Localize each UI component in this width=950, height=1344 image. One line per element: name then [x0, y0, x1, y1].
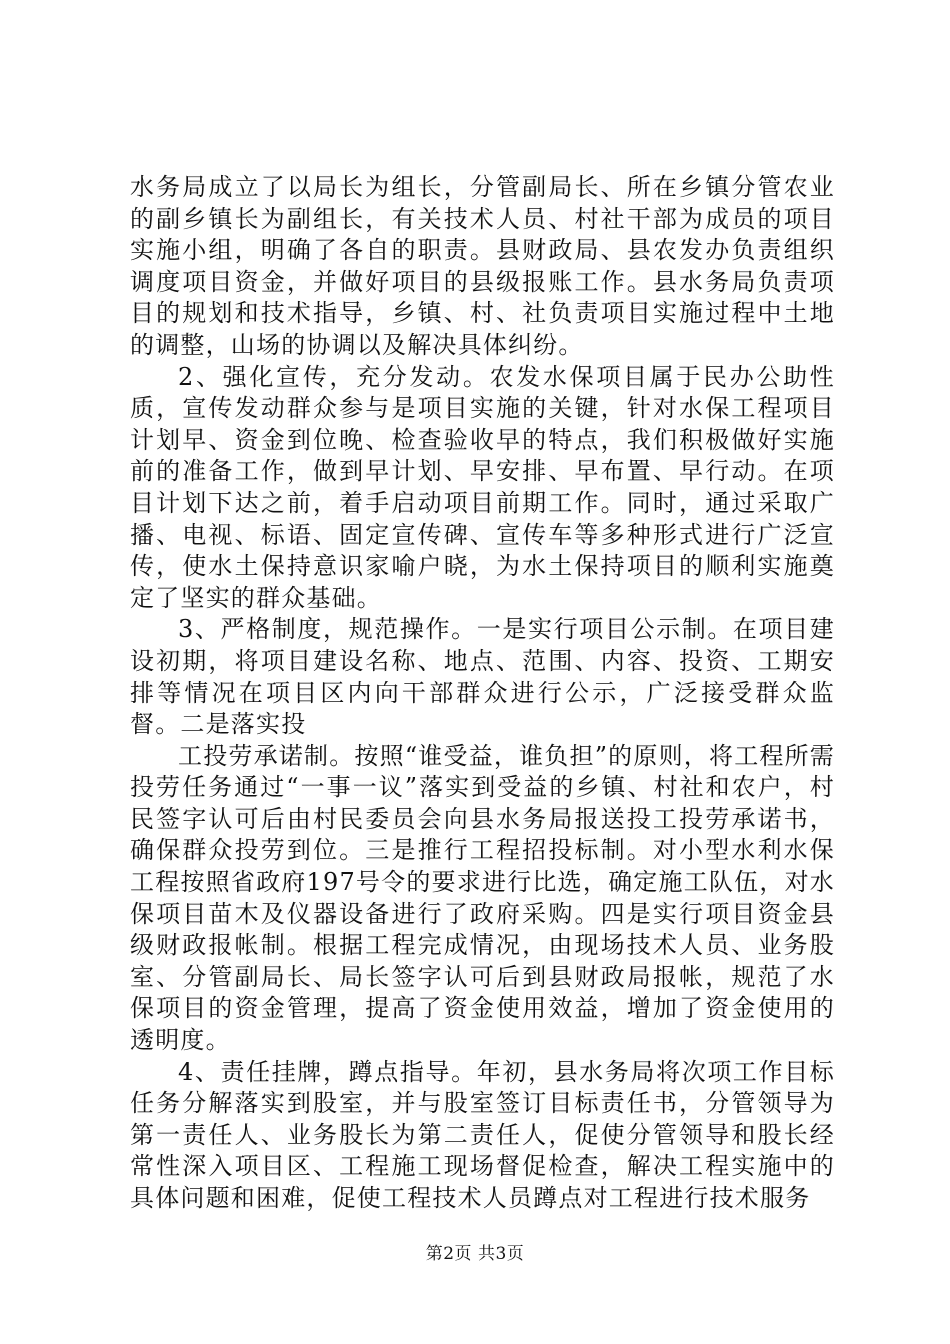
paragraph-project-team: 水务局成立了以局长为组长，分管副局长、所在乡镇分管农业的副乡镇长为副组长，有关技术人员、村社干部为成员的项目实施小组，明确了各自的职责。县财政局、县农发办负责组织调度项目资金，并做好项目的县级报账工作。县水务局负责项目的规划和技术指导，乡镇、村、社负责项目实施过程中土地的调整，山场的协调以及解决具体纠纷。: [130, 173, 835, 359]
document-body: [130, 172, 835, 1215]
paragraph-labor-commitment: 工投劳承诺制。按照“谁受益，谁负担”的原则，将工程所需投劳任务通过“一事一议”落实到受益的乡镇、村社和农户，村民签字认可后由村民委员会向县水务局报送投工投劳承诺书，确保群众投劳到位。三是推行工程招投标制。对小型水利水保工程按照省政府197号令的要求进行比选，确定施工队伍，对水保项目苗木及仪器设备进行了政府采购。四是实行项目资金县级财政报帐制。根据工程完成情况，由现场技术人员、业务股室、分管副局长、局长签字认可后到县财政局报帐，规范了水保项目的资金管理，提高了资金使用效益，增加了资金使用的透明度。: [130, 741, 835, 1055]
paragraph-responsibility: 4、责任挂牌，蹲点指导。年初，县水务局将次项工作目标任务分解落实到股室，并与股室签订目标责任书，分管领导为第一责任人、业务股长为第二责任人，促使分管领导和股长经常性深入项目区、工程施工现场督促检查，解决工程实施中的具体问题和困难，促使工程技术人员蹲点对工程进行技术服务: [130, 1057, 835, 1212]
paragraph-publicity: 2、强化宣传，充分发动。农发水保项目属于民办公助性质，宣传发动群众参与是项目实施的关键，针对水保工程项目计划早、资金到位晚、检查验收早的特点，我们积极做好实施前的准备工作，做到早计划、早安排、早布置、早行动。在项目计划下达之前，着手启动项目前期工作。同时，通过采取广播、电视、标语、固定宣传碑、宣传车等多种形式进行广泛宣传，使水土保持意识家喻户晓，为水土保持项目的顺利实施奠定了坚实的群众基础。: [130, 362, 835, 612]
paragraph-strict-system: 3、严格制度，规范操作。一是实行项目公示制。在项目建设初期，将项目建设名称、地点、范围、内容、投资、工期安排等情况在项目区内向干部群众进行公示，广泛接受群众监督。二是落实投: [130, 615, 835, 739]
page-number-footer: 第2页 共3页: [425, 1244, 525, 1264]
